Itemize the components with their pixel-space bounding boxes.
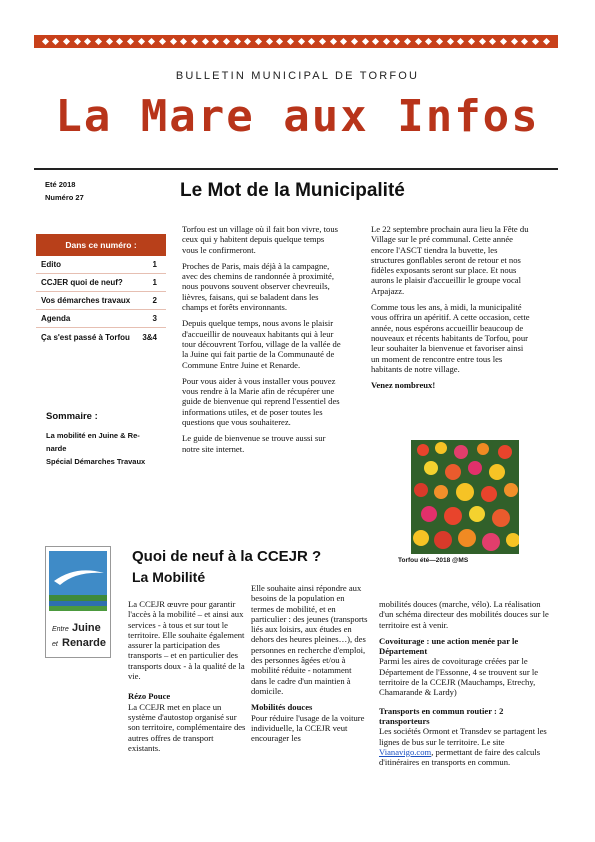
paragraph: Parmi les aires de covoiturage créées par le Département de l'Essonne, 4 se trouvent sur le territoire de la CCEJR (Mauchamps, Etrechy, Chamarande & Lardy)	[379, 656, 539, 698]
toc-row[interactable]: Agenda 3	[36, 310, 166, 328]
paragraph: Le guide de bienvenue se trouve aussi sur notre site internet.	[182, 433, 326, 454]
paragraph: Les sociétés Ormont et Transdev se partagent les lignes de bus sur le territoire. Le site Vianavigo.com, permettant de faire des calculs d'itinéraires en transports en commun.	[379, 726, 547, 768]
subheading: Rézo Pouce	[128, 691, 171, 702]
issue-number: Numéro 27	[45, 193, 84, 202]
toc-row[interactable]: Edito 1	[36, 256, 166, 274]
paragraph-bold: Venez nombreux!	[371, 380, 436, 391]
paragraph: Elle souhaite ainsi répondre aux besoins de la population en termes de mobilité, et en particulier : des jeunes (transports liés aux loisirs, aux études en dehors des heures pleines…), des personnes en recherche d'emploi, des personnes âgées et/ou à mobilité réduite - notamment dans le cadre d'un maintien à domicile.	[251, 583, 368, 696]
vianavigo-link[interactable]: Vianavigo.com	[379, 746, 432, 757]
mobility-column-2	[251, 583, 369, 749]
photo-caption: Torfou été—2018 @MS	[398, 557, 469, 564]
mobility-column-1	[128, 599, 246, 759]
paragraph: Le 22 septembre prochain aura lieu la Fête du Village sur le pré communal. Cette année encore l'ASCT tiendra la buvette, les structures gonflables seront de retour et nos fidèles exposants seront sur place. Et nous aurons le plaisir d'accueillir le groupe vocal Arpajazz.	[371, 224, 529, 296]
subheading: Transports en commun routier : 2 transporteurs	[379, 705, 504, 726]
flower-photo	[411, 440, 519, 554]
bulletin-kicker: BULLETIN MUNICIPAL DE TORFOU	[175, 70, 420, 82]
svg-text:Juine: Juine	[72, 622, 101, 634]
paragraph: mobilités douces (marche, vélo). La réalisation d'un schéma directeur des mobilités douces sur le territoire est à venir.	[379, 599, 549, 630]
paragraph: Comme tous les ans, à midi, la municipalité vous offrira un apéritif. A cette occasion, cette année, nous espérons accueillir beaucoup de nouveaux et récents habitants de Torfou, pour leur souhaiter la bienvenue et favoriser ainsi un moment de rencontre entre tous les habitants de notre village.	[371, 302, 530, 374]
subheading: Mobilités douces	[251, 702, 313, 713]
summary-list	[46, 429, 145, 468]
header-rule	[34, 168, 558, 170]
paragraph: Depuis quelque temps, nous avons le plaisir d'accueillir de nouveaux habitants qui à leur tour découvrent Torfou, village de la vallée de la Juine qui fait partie de la Communauté de Commune Entre Juine et Renarde.	[182, 318, 341, 370]
paragraph: Proches de Paris, mais déjà à la campagne, avec des chemins de randonnée à proximité, nous pouvons souvent observer chevreuils, lièvres, faisans, qui se baladent dans les champs et forêts environnants.	[182, 260, 335, 313]
issue-season: Eté 2018	[45, 180, 76, 189]
paragraph: La CCEJR œuvre pour garantir l'accès à la mobilité – et ainsi aux services - à tous et sur tout le territoire. Elle souhaite également assurer la participation des transports – et en particulier des transports doux - à la qualité de la vie.	[128, 599, 245, 682]
toc-row[interactable]: CCJER quoi de neuf? 1	[36, 274, 166, 292]
section2-subtitle: La Mobilité	[132, 569, 206, 585]
summary-line: Spécial Démarches Travaux	[46, 457, 146, 466]
svg-text:Entre: Entre	[52, 626, 69, 633]
section2-title: Quoi de neuf à la CCEJR ?	[132, 548, 322, 565]
masthead-title: La Mare aux Infos	[55, 91, 540, 142]
issue-info	[45, 178, 84, 204]
paragraph: Pour vous aider à vous installer vous pouvez vous rendre à la Marie afin de récupérer une guide de bienvenue qui reprend l'essentiel des informations utiles, et de poser toutes les questions que vous souhaiterez.	[182, 375, 340, 428]
toc-sidebar	[36, 234, 166, 346]
summary-line: La mobilité en Juine & Re-	[46, 431, 140, 440]
paragraph: La CCEJR met en place un système d'autostop organisé sur son territoire, complémentaire des autres offres de transport existants.	[128, 701, 246, 753]
mobility-column-3	[379, 599, 549, 773]
summary-title: Sommaire :	[46, 411, 98, 422]
paragraph: Torfou est un village où il fait bon vivre, tous ceux qui y habitent depuis quelque temps vous le confirmeront.	[182, 224, 338, 255]
ccejr-logo	[45, 546, 111, 658]
toc-row[interactable]: Vos démarches travaux 2	[36, 292, 166, 310]
header-band	[34, 35, 558, 48]
svg-text:Renarde: Renarde	[62, 637, 107, 649]
toc-row[interactable]: Ça s'est passé à Torfou 3&4	[41, 332, 157, 342]
editorial-column-2	[371, 224, 531, 396]
toc-heading: Dans ce numéro :	[36, 234, 166, 256]
summary-line: narde	[46, 444, 67, 453]
svg-text:et: et	[52, 641, 58, 648]
main-heading: Le Mot de la Municipalité	[180, 180, 405, 201]
subheading: Covoiturage : une action menée par le Département	[379, 635, 519, 657]
paragraph: Pour réduire l'usage de la voiture individuelle, la CCEJR veut encourager les	[251, 712, 365, 744]
editorial-column-1	[182, 224, 342, 460]
